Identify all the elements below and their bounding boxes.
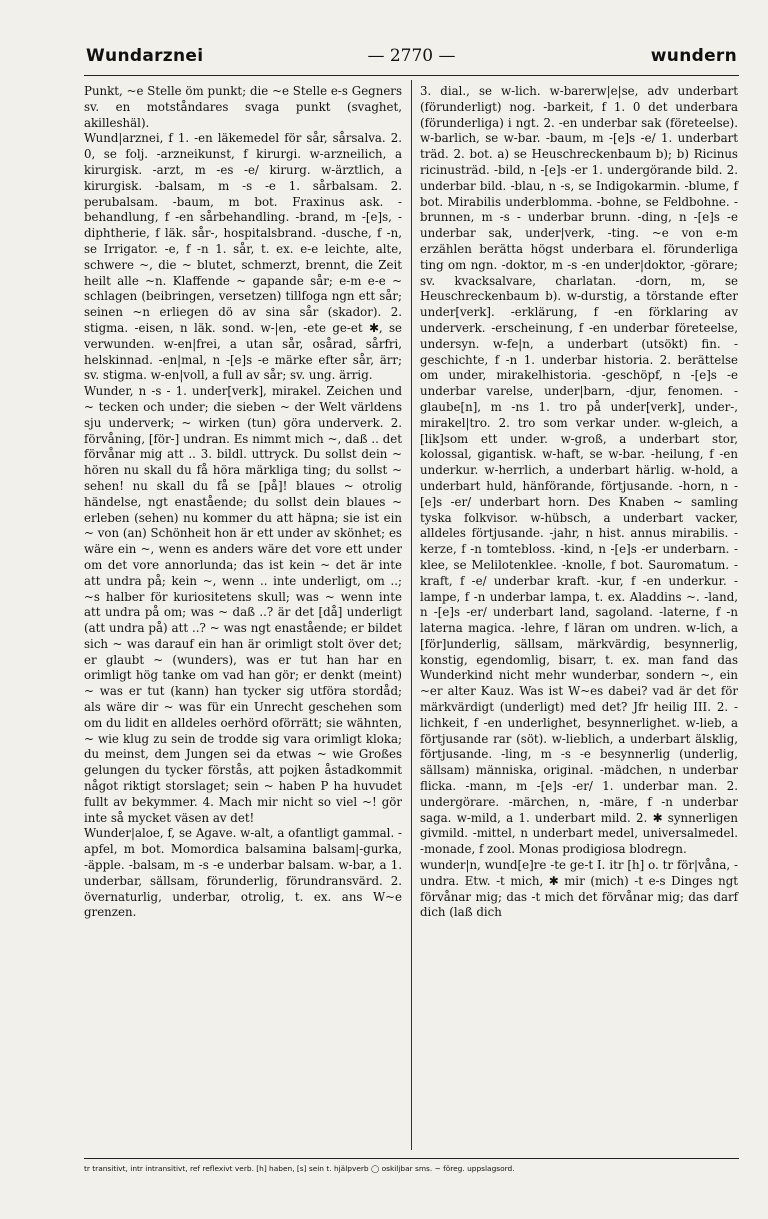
entry-block: 3. dial., se w-lich. w-barerw|e|se, adv underbart (förunderligt) nog. -barkeit, f 1. 0 det underbara (förunderliga) i ngt. 2. -en underbar sak (företeelse). w-barlich, se w-bar. -baum, m -[e]s -e/ 1. underbart träd. 2. bot. a) se Heuschreckenbaum b); b) Ricinus ricinusträd. -bild, n -[e]s -er 1. undergörande bild. 2. underbar bild. -blau, n -s, se Indigokarmin. -blume, f bot. Mirabilis underblomma. -bohne, se Feldbohne. -brunnen, m -s - underbar brunn. -ding, n -[e]s -e underbar sak, under|verk, -ting. ~e von e-m erzählen berätta högst underbara el. förunderliga ting om ngn. -doktor, m -s -en under|doktor, -görare; sv. kvacksalvare, charlatan. -dorn, m, se Heuschreckenbaum b). w-durstig, a törstande efter under[verk]. -erklärung, f -en förklaring av underverk. -erscheinung, f -en underbar företeelse, undersyn. w-fe|n, a underbart (utsökt) fin. -geschichte, f -n 1. underbar historia. 2. berättelse om under, mirakelhistoria. -geschöpf, n -[e]s -e underbar varelse, under|barn, -djur, fenomen. -glaube[n], m -ns 1. tro på under[verk], under-, mirakel|tro. 2. tro som verkar under. w-gleich, a [lik]som ett under. w-groß, a underbart stor, kolossal, gigantisk. w-haft, se w-bar. -heilung, f -en underkur. w-herrlich, a underbart härlig. w-hold, a underbart huld, hänförande, förtjusande. -horn, n -[e]s -er/ underbart horn. Des Knaben ~ samling tyska folkvisor. w-hübsch, a underbart vacker, alldeles förtjusande. -jahr, n hist. annus mirabilis. -kerze, f -n tomtebloss. -kind, n -[e]s -er underbarn. -klee, se Melilotenklee. -knolle, f bot. Sauromatum. -kraft, f -e/ underbar kraft. -kur, f -en underkur. -lampe, f -n underbar lampa, t. ex. Aladdins ~. -land, n -[e]s -er/ underbart land, sagoland. -laterne, f -n laterna magica. -lehre, f läran om undren. w-lich, a [för]underlig, sällsam, märkvärdig, besynnerlig, konstig, egendomlig, bisarr, t. ex. man fand das Wunderkind nicht mehr wunderbar, sondern ~, ein ~er alter Kauz. Was ist W~es dabei? vad är det för märkvärdigt (underligt) med det? Jfr heilig III. 2. -lichkeit, f -en underlighet, besynnerlighet. w-lieb, a förtjusande rar (söt). w-lieblich, a underbart älsklig, förtjusande. -ling, m -s -e besynnerlig (underlig, sällsam) människa, original. -mädchen, n underbar flicka. -mann, m -[e]s -er/ 1. underbar man. 2. undergörare. -märchen, n, -märe, f -n underbar saga. w-mild, a 1. underbart mild. 2. ✱ synnerligen givmild. -mittel, n underbart medel, universalmedel. -monade, f zool. Monas prodigiosa blodregn. (420, 84, 738, 857)
entry-block: Wunder|aloe, f, se Agave. w-alt, a ofantligt gammal. -apfel, m bot. Momordica balsamina balsam|-gurka, -äpple. -balsam, m -s -e underbar balsam. w-bar, a 1. underbar, sällsam, förunderlig, förundransvärd. 2. övernaturlig, underbar, otrolig, t. ex. ans W~e grenzen. (84, 826, 402, 920)
dictionary-page (84, 40, 739, 1198)
footer-rule (84, 1158, 739, 1159)
page-number: — 2770 — (367, 46, 456, 66)
entry-block: Wunder, n -s - 1. under[verk], mirakel. Zeichen und ~ tecken och under; die sieben ~ der Welt världens sju underverk; ~ wirken (tun) göra underverk. 2. förvåning, [för-] undran. Es nimmt mich ~, daß .. det förvånar mig att .. 3. bildl. uttryck. Du sollst dein ~ hören nu skall du få höra märkliga ting; du sollst ~ sehen! nu skall du få se [på]! blaues ~ otrolig händelse, ngt enastående; du sollst dein blaues ~ erleben (sehen) nu kommer du att häpna; sie ist ein ~ von (an) Schönheit hon är ett under av skönhet; es wäre ein ~, wenn es anders wäre det vore ett under om det vore annorlunda; das ist kein ~ det är inte att undra på; kein ~, wenn .. inte underligt, om ..; ~s halber för kuriositetens skull; was ~ wenn inte att undra på om; was ~ daß ..? är det [då] underligt (att undra på) att ..? ~ was ngt enastående; er bildet sich ~ was darauf ein han är orimligt stolt över det; er glaubt ~ (wunders), was er tut han har en orimligt hög tanke om vad han gör; er denkt (meint) ~ was er tut (kann) han tycker sig utföra stordåd; als wäre dir ~ was für ein Unrecht geschehen som om du lidit en alldeles oerhörd oförrätt; sie wähnten, ~ wie klug zu sein de trodde sig vara orimligt kloka; du meinst, dem Jungen sei da etwas ~ wie Großes gelungen du tycker förstås, att pojken åstadkommit något riktigt storslaget; sein ~ haben P ha huvudet fullt av bekymmer. 4. Mach mir nicht so viel ~! gör inte så mycket väsen av det! (84, 384, 402, 825)
header-right-guideword: wundern (650, 46, 737, 66)
page-header (84, 46, 739, 72)
left-column (84, 84, 402, 921)
right-column (420, 84, 738, 921)
entry-block: Punkt, ~e Stelle öm punkt; die ~e Stelle e-s Gegners sv. en motståndares svaga punkt (svaghet, akilleshäl). (84, 84, 402, 130)
column-divider (411, 80, 412, 1150)
abbreviation-footnote: tr transitivt, intr intransitivt, ref reflexivt verb. [h] haben, [s] sein t. hjälpverb ◯ oskiljbar sms. ~ föreg. uppslagsord. (84, 1164, 515, 1173)
entry-block: wunder|n, wund[e]re -te ge-t I. itr [h] o. tr för|våna, -undra. Etw. -t mich, ✱ mir (mich) -t e-s Dinges ngt förvånar mig; das -t mich det förvånar mig; das darf dich (laß dich (420, 858, 738, 920)
entry-block: Wund|arznei, f 1. -en läkemedel för sår, sårsalva. 2. 0, se folj. -arzneikunst, f kirurgi. w-arzneilich, a kirurgisk. -arzt, m -es -e/ kirurg. w-ärztlich, a kirurgisk. -balsam, m -s -e 1. sårbalsam. 2. perubalsam. -baum, m bot. Fraxinus ask. -behandlung, f -en sårbehandling. -brand, m -[e]s, -diphtherie, f läk. sår-, hospitalsbrand. -dusche, f -n, se Irrigator. -e, f -n 1. sår, t. ex. e-e leichte, alte, schwere ~, die ~ blutet, schmerzt, brennt, die Zeit heilt alle ~n. Klaffende ~ gapande sår; e-m e-e ~ schlagen (beibringen, versetzen) tillfoga ngn ett sår; seinen ~n erliegen dö av sina sår (skador). 2. stigma. -eisen, n läk. sond. w-|en, -ete ge-et ✱, se verwunden. w-en|frei, a utan sår, osårad, sårfri, helskinnad. -en|mal, n -[e]s -e märke efter sår, ärr; sv. stigma. w-en|voll, a full av sår; sv. ung. ärrig. (84, 131, 402, 383)
header-rule (84, 75, 739, 76)
header-left-guideword: Wundarznei (86, 46, 204, 66)
